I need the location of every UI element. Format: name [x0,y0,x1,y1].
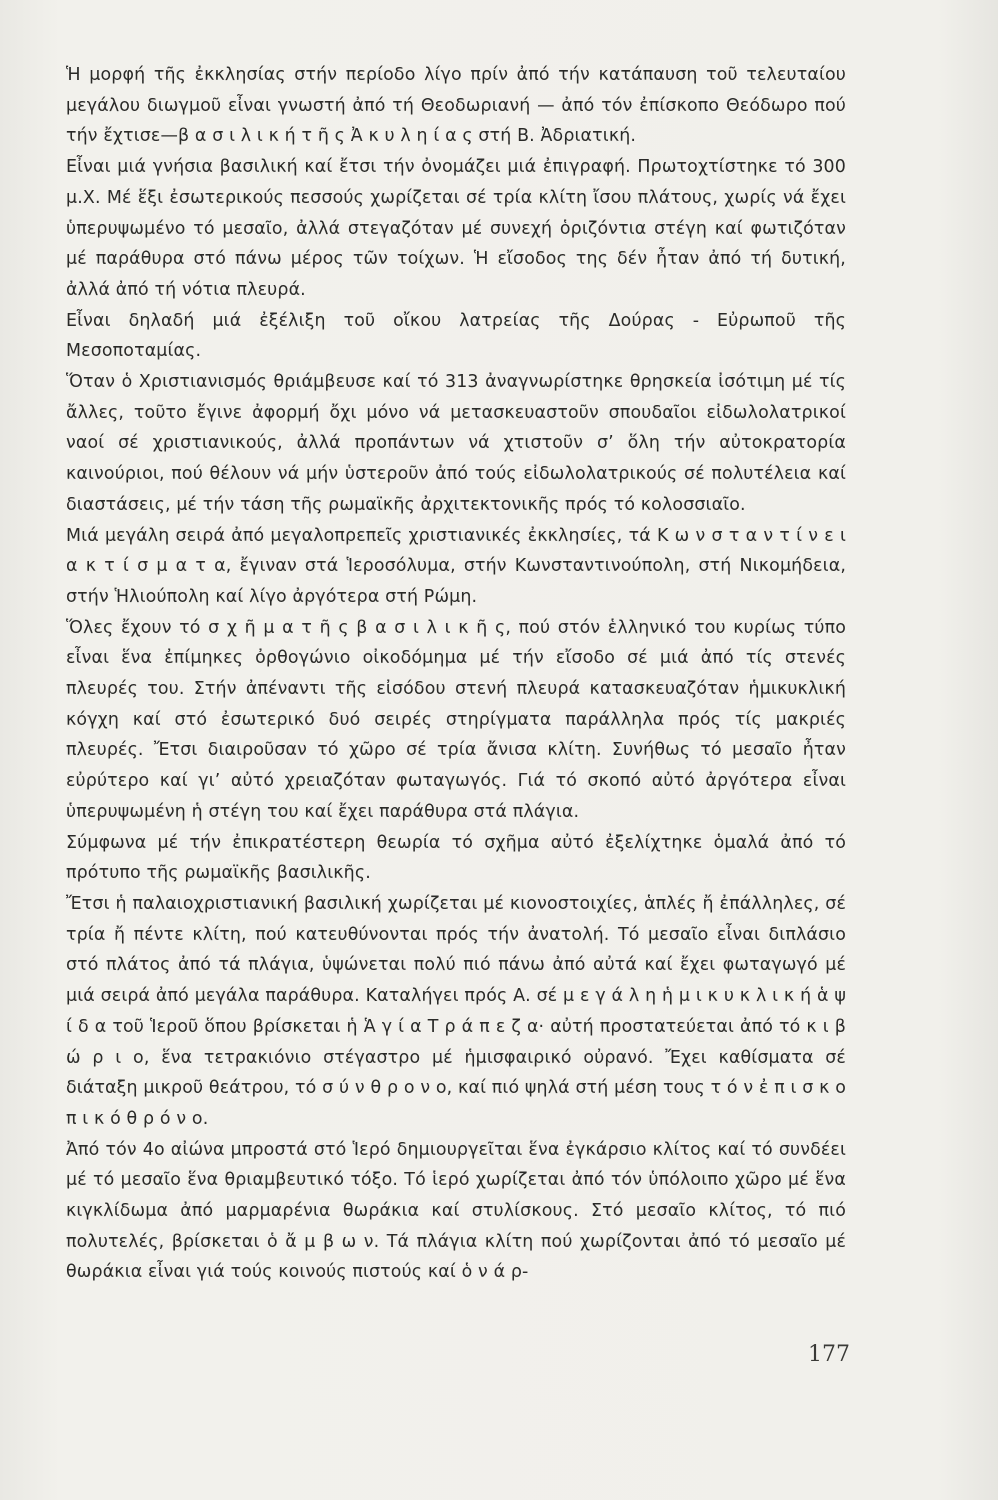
paragraph-3: Εἶναι δηλαδή μιά ἐξέλιξη τοῦ οἴκου λατρείας τῆς Δούρας - Εὐρωποῦ τῆς Μεσοποταμίας. [66,310,846,362]
paragraph-6: Ὅλες ἔχουν τό σ χ ῆ μ α τ ῆ ς β α σ ι λ ι κ ῆ ς, πού στόν ἑλληνικό του κυρίως τύπο εἶναι ἕνα ἐπίμηκες ὀρθογώνιο οἰκοδόμημα μέ τήν εἴσοδο σέ μιά ἀπό τίς στενές πλευρές του. Στήν ἀπέναντι τῆς εἰσόδου στενή πλευρά κατασκευαζόταν ἡμικυκλική κόγχη καί στό ἐσωτερικό δυό σειρές στηρίγματα παράλληλα πρός τίς μακριές πλευρές. Ἔτσι διαιροῦσαν τό χῶρο σέ τρία ἄνισα κλίτη. Συνήθως τό μεσαῖο ἦταν εὐρύτερο καί γι’ αὐτό χρειαζόταν φωταγωγός. Γιά τό σκοπό αὐτό ἀργότερα εἶναι ὑπερυψωμένη ἡ στέγη του καί ἔχει παράθυρα στά πλάγια. [66,617,846,822]
paragraph-7: Σύμφωνα μέ τήν ἐπικρατέστερη θεωρία τό σχῆμα αὐτό ἐξελίχτηκε ὁμαλά ἀπό τό πρότυπο τῆς ρωμαϊκῆς βασιλικῆς. [66,832,846,884]
body-text [66,60,846,1288]
paragraph-8: Ἔτσι ἡ παλαιοχριστιανική βασιλική χωρίζεται μέ κιονοστοιχίες, ἁπλές ἤ ἐπάλληλες, σέ τρία ἤ πέντε κλίτη, πού κατευθύνονται πρός τήν ἀνατολή. Τό μεσαῖο εἶναι διπλάσιο στό πλάτος ἀπό τά πλάγια, ὑψώνεται πολύ πιό πάνω ἀπό αὐτά καί ἔχει φωταγωγό μέ μιά σειρά ἀπό μεγάλα παράθυρα. Καταλήγει πρός Α. σέ μ ε γ ά λ η ἡ μ ι κ υ κ λ ι κ ή ἁ ψ ί δ α τοῦ Ἱεροῦ ὅπου βρίσκεται ἡ Ἁ γ ί α Τ ρ ά π ε ζ α· αὐτή προστατεύεται ἀπό τό κ ι β ώ ρ ι ο, ἕνα τετρακιόνιο στέγαστρο μέ ἡμισφαιρικό οὐρανό. Ἔχει καθίσματα σέ διάταξη μικροῦ θεάτρου, τό σ ύ ν θ ρ ο ν ο, καί πιό ψηλά στή μέση τους τ ό ν ἐ π ι σ κ ο π ι κ ό θ ρ ό ν ο. [66,893,846,1129]
paragraph-5: Μιά μεγάλη σειρά ἀπό μεγαλοπρεπεῖς χριστιανικές ἐκκλησίες, τά Κ ω ν σ τ α ν τ ί ν ε ι α κ τ ί σ μ α τ α, ἔγιναν στά Ἱεροσόλυμα, στήν Κωνσταντινούπολη, στή Νικομήδεια, στήν Ἡλιούπολη καί λίγο ἀργότερα στή Ρώμη. [66,525,846,607]
page-number: 177 [808,1342,850,1367]
paragraph-1: Ἡ μορφή τῆς ἐκκλησίας στήν περίοδο λίγο πρίν ἀπό τήν κατάπαυση τοῦ τελευταίου μεγάλου διωγμοῦ εἶναι γνωστή ἀπό τή Θεοδωριανή — ἀπό τόν ἐπίσκοπο Θεόδωρο πού τήν ἔχτισε—β α σ ι λ ι κ ή τ ῆ ς Ἀ κ υ λ η ί α ς στή Β. Ἀδριατική. [66,65,846,147]
paragraph-2: Εἶναι μιά γνήσια βασιλική καί ἔτσι τήν ὀνομάζει μιά ἐπιγραφή. Πρωτοχτίστηκε τό 300 μ.Χ. Μέ ἕξι ἐσωτερικούς πεσσούς χωρίζεται σέ τρία κλίτη ἴσου πλάτους, χωρίς νά ἔχει ὑπερυψωμένο τό μεσαῖο, ἀλλά στεγαζόταν μέ συνεχή ὁριζόντια στέγη καί φωτιζόταν μέ παράθυρα στό πάνω μέρος τῶν τοίχων. Ἡ εἴσοδος της δέν ἦταν ἀπό τή δυτική, ἀλλά ἀπό τή νότια πλευρά. [66,157,846,300]
paragraph-9: Ἀπό τόν 4ο αἰώνα μπροστά στό Ἱερό δημιουργεῖται ἕνα ἐγκάρσιο κλίτος καί τό συνδέει μέ τό μεσαῖο ἕνα θριαμβευτικό τόξο. Τό ἱερό χωρίζεται ἀπό τόν ὑπόλοιπο χῶρο μέ ἕνα κιγκλίδωμα ἀπό μαρμαρένια θωράκια καί στυλίσκους. Στό μεσαῖο κλίτος, τό πιό πολυτελές, βρίσκεται ὁ ἄ μ β ω ν. Τά πλάγια κλίτη πού χωρίζονται ἀπό τό μεσαῖο μέ θωράκια εἶναι γιά τούς κοινούς πιστούς καί ὁ ν ά ρ- [66,1139,846,1283]
paragraph-4: Ὅταν ὁ Χριστιανισμός θριάμβευσε καί τό 313 ἀναγνωρίστηκε θρησκεία ἰσότιμη μέ τίς ἄλλες, τοῦτο ἔγινε ἀφορμή ὄχι μόνο νά μετασκευαστοῦν σπουδαῖοι εἰδωλολατρικοί ναοί σέ χριστιανικούς, ἀλλά προπάντων νά χτιστοῦν σ’ ὅλη τήν αὐτοκρατορία καινούριοι, πού θέλουν νά μήν ὑστεροῦν ἀπό τούς εἰδωλολατρικούς σέ πολυτέλεια καί διαστάσεις, μέ τήν τάση τῆς ρωμαϊκῆς ἀρχιτεκτονικῆς πρός τό κολοσσιαῖο. [66,372,846,515]
